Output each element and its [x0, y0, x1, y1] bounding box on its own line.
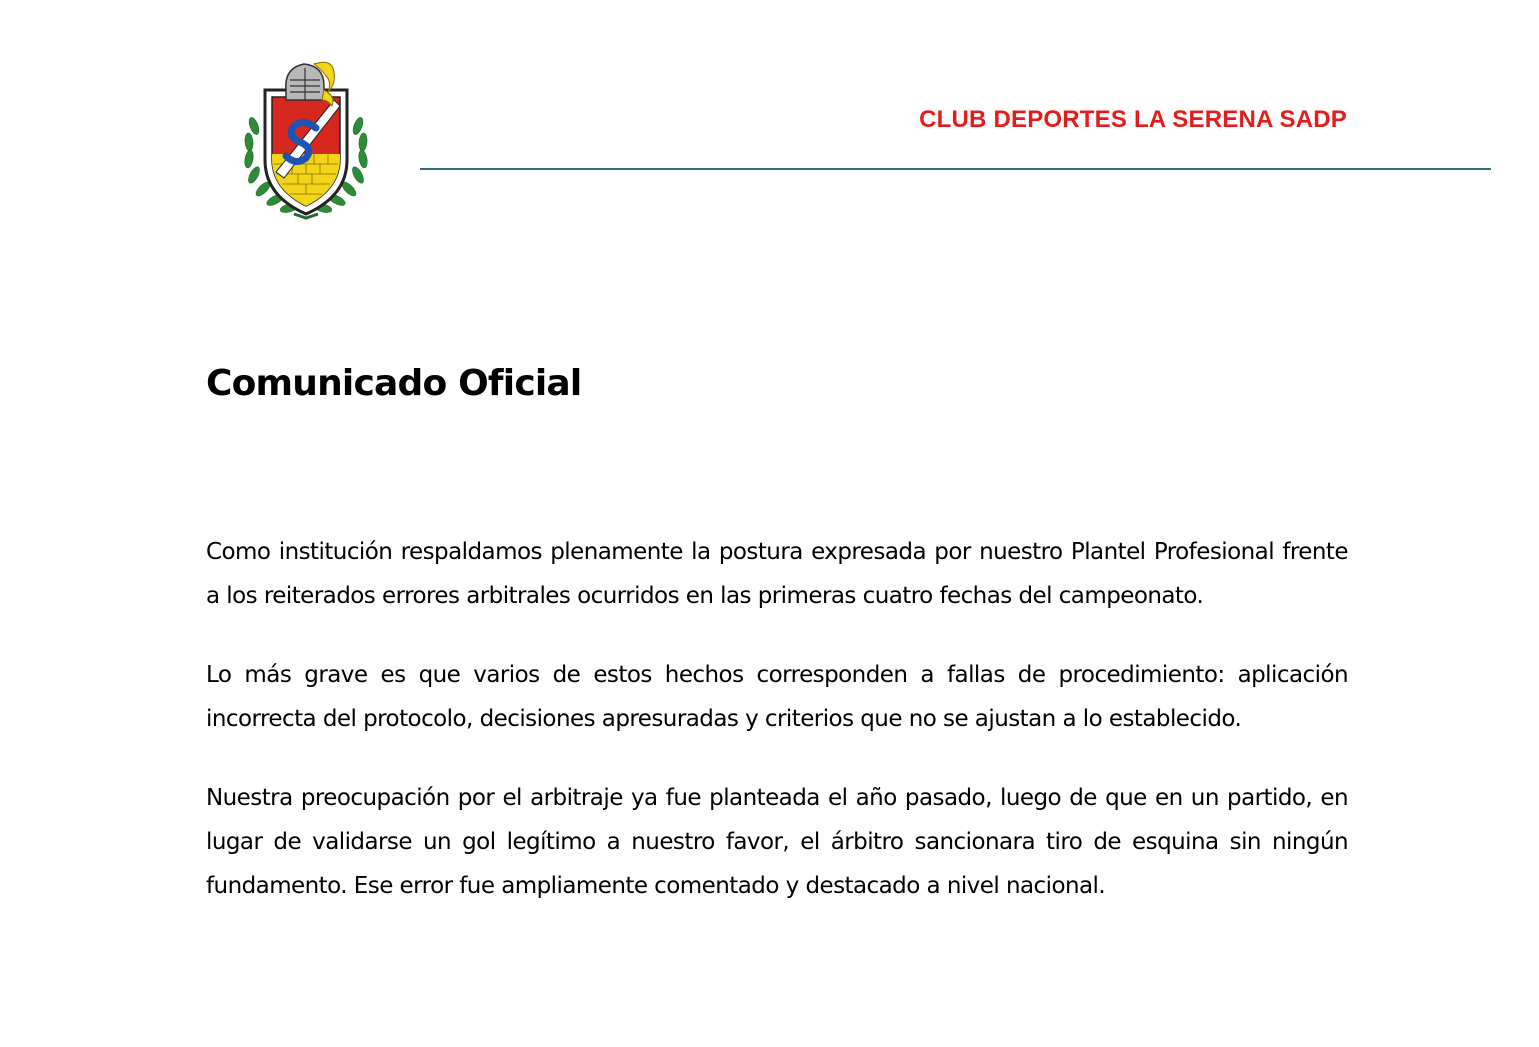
header-divider [420, 168, 1491, 170]
club-crest-logo [240, 56, 372, 222]
document-title: Comunicado Oficial [206, 363, 582, 404]
paragraph: Como institución respaldamos plenamente la postura expresada por nuestro Plantel Profesional frente a los reiterados errores arbitrales ocurridos en las primeras cuatro fechas del campeonato. [206, 539, 1348, 609]
paragraph: Lo más grave es que varios de estos hechos corresponden a fallas de procedimiento: aplicación incorrecta del protocolo, decisiones apresuradas y criterios que no se ajustan a lo establecido. [206, 662, 1348, 732]
document-body [206, 530, 1348, 943]
paragraph: Nuestra preocupación por el arbitraje ya fue planteada el año pasado, luego de que en un partido, en lugar de validarse un gol legítimo a nuestro favor, el árbitro sancionara tiro de esquina sin ningún fundamento. Ese error fue ampliamente comentado y destacado a nivel nacional. [206, 785, 1348, 899]
organization-name: CLUB DEPORTES LA SERENA SADP [919, 106, 1347, 133]
club-crest-icon [240, 56, 372, 222]
